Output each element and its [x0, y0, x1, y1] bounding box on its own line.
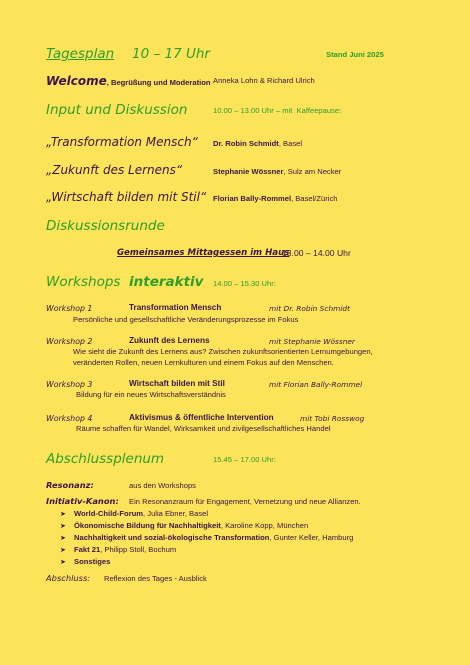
workshop-3-label: Workshop 3 — [46, 380, 93, 389]
workshops-subtitle: interaktiv — [129, 274, 204, 290]
plenum-title: Abschlussplenum — [46, 451, 165, 467]
workshop-2-desc-1: Wie sieht die Zukunft des Lernens aus? Zwischen zukunftsorientierten Lernumgebungen, — [73, 347, 373, 356]
workshop-1-desc: Persönliche und gesellschaftliche Veränderungsprozesse im Fokus — [73, 315, 299, 324]
workshop-3-with: mit Florian Bally-Rommel — [269, 380, 363, 389]
welcome-row — [46, 72, 211, 90]
workshop-2-title: Zukunft des Lernens — [129, 336, 210, 345]
input-title: Input und Diskussion — [46, 102, 188, 118]
kanon-item-1: ➤ World-Child-Forum, Julia Ebner, Basel — [60, 509, 209, 518]
workshop-3-desc: Bildung für ein neues Wirtschaftsverständnis — [76, 390, 226, 399]
stand-date: Stand Juni 2025 — [326, 50, 384, 59]
kanon-text: Ein Resonanzraum für Engagement, Vernetzung und neue Allianzen. — [129, 497, 361, 506]
kanon-label: Initiativ-Kanon: — [46, 496, 119, 506]
resonanz-label: Resonanz: — [46, 480, 94, 490]
workshop-4-title: Aktivismus & öffentliche Intervention — [129, 413, 274, 422]
plenum-time: 15.45 – 17.00 Uhr: — [213, 455, 276, 464]
lunch-time: 13.00 – 14.00 Uhr — [282, 248, 351, 258]
arrow-bullet-icon: ➤ — [60, 523, 66, 530]
resonanz-text: aus den Workshops — [129, 481, 196, 490]
kanon-item-3: ➤ Nachhaltigkeit und sozial-ökologische Transformation, Gunter Keller, Hamburg — [60, 533, 354, 542]
workshop-2-label: Workshop 2 — [46, 337, 93, 346]
workshop-2-desc-2: veränderten Rollen, neuen Lernkulturen und einem Fokus auf den Menschen. — [73, 358, 334, 367]
workshop-1-with: mit Dr. Robin Schmidt — [269, 304, 350, 313]
workshop-4-label: Workshop 4 — [46, 414, 93, 423]
lunch-title: Gemeinsames Mittagessen im Haus — [117, 248, 290, 258]
kanon-item-2: ➤ Ökonomische Bildung für Nachhaltigkeit, Karoline Kopp, München — [60, 521, 309, 530]
welcome-subtitle: , Begrüßung und Moderation — [106, 78, 211, 87]
arrow-bullet-icon: ➤ — [60, 511, 66, 518]
arrow-bullet-icon: ➤ — [60, 559, 66, 566]
welcome-people: Anneka Lohn & Richard Ulrich — [213, 76, 315, 85]
workshop-4-desc: Räume schaffen für Wandel, Wirksamkeit und zivilgesellschaftliches Handel — [76, 424, 331, 433]
arrow-bullet-icon: ➤ — [60, 535, 66, 542]
workshop-2-with: mit Stephanie Wössner — [269, 337, 355, 346]
talk-2-speaker: Stephanie Wössner, Sulz am Necker — [213, 167, 342, 176]
arrow-bullet-icon: ➤ — [60, 547, 66, 554]
kanon-item-5: ➤ Sonstiges — [60, 557, 111, 566]
talk-3-speaker: Florian Bally-Rommel, Basel/Zürich — [213, 194, 338, 203]
page-title: Tagesplan — [46, 46, 115, 62]
talk-2-title: „Zukunft des Lernens“ — [46, 163, 183, 177]
workshops-title: Workshops — [46, 274, 121, 290]
workshop-1-label: Workshop 1 — [46, 304, 93, 313]
abschluss-label: Abschluss: — [46, 573, 91, 583]
workshop-3-title: Wirtschaft bilden mit Stil — [129, 379, 225, 388]
day-time: 10 – 17 Uhr — [132, 46, 210, 62]
talk-3-title: „Wirtschaft bilden mit Stil“ — [46, 190, 207, 204]
talk-1-title: „Transformation Mensch“ — [46, 135, 198, 149]
workshop-4-with: mit Tobi Rosswog — [300, 414, 365, 423]
input-time: 10.00 – 13.00 Uhr – mit Kaffeepause: — [213, 106, 342, 115]
kanon-item-4: ➤ Fakt 21, Philipp Stoll, Bochum — [60, 545, 177, 554]
workshop-1-title: Transformation Mensch — [129, 303, 222, 312]
abschluss-text: Reflexion des Tages - Ausblick — [104, 574, 207, 583]
workshops-time: 14.00 – 15.30 Uhr: — [213, 279, 276, 288]
welcome-title: Welcome — [46, 74, 107, 88]
talk-1-speaker: Dr. Robin Schmidt, Basel — [213, 139, 303, 148]
discussion-title: Diskussionsrunde — [46, 218, 165, 234]
